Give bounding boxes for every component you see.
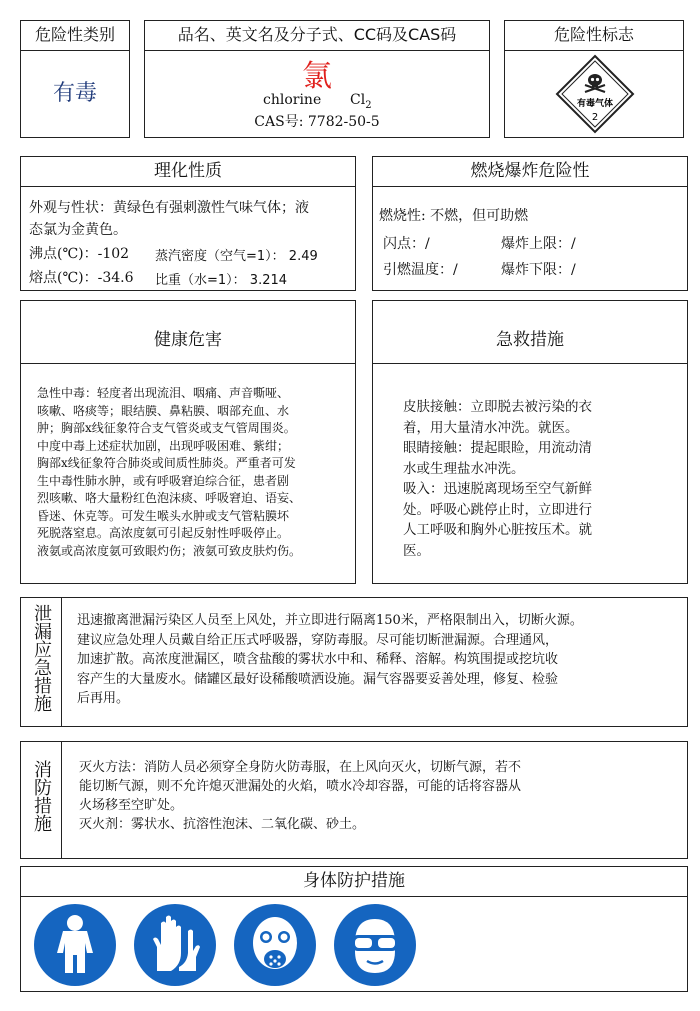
health-divider <box>21 363 355 364</box>
cas-number: CAS号: 7782-50-5 <box>254 114 380 130</box>
ignition-temperature: 引燃温度：/ <box>383 262 458 278</box>
explosion-upper-limit: 爆炸上限：/ <box>501 236 576 252</box>
firefighting-label: 消防措施 <box>31 760 52 832</box>
fire-header: 燃烧爆炸危险性 <box>373 157 687 187</box>
appearance-text: 外观与性状：黄绿色有强刺激性气味气体；液 态氯为金黄色。 <box>29 200 309 238</box>
explosion-lower-limit: 爆炸下限：/ <box>501 262 576 278</box>
specific-gravity: 比重（水=1）： 3.214 <box>155 273 288 288</box>
ppe-header: 身体防护措施 <box>21 867 687 897</box>
hazard-class-box <box>20 20 130 138</box>
first-aid-header: 急救措施 <box>496 330 564 350</box>
physchem-header: 理化性质 <box>21 157 355 187</box>
leak-text: 迅速撤离泄漏污染区人员至上风处，并立即进行隔离150米，严格限制出入，切断火源。 建议应急处理人员戴自给正压式呼吸器，穿防毒服。尽可能切断泄漏源。合理通风， 加速扩散。高浓度泄漏区，喷含盐酸的雾状水中和、稀释、溶解。构筑围提或挖坑收 容产生的大量废水。储罐区最好设稀酸喷洒设施。漏气容器要妥善处理，修复、检验 后再用。 <box>77 613 583 706</box>
flammability: 燃烧性: 不燃，但可助燃 <box>379 208 529 224</box>
boiling-point: 沸点(℃)：-102 <box>29 246 130 262</box>
sign-number: 2 <box>591 112 599 123</box>
firefighting-box <box>20 741 688 859</box>
chemical-name-en: chlorine <box>263 92 322 108</box>
gas-mask-icon <box>233 903 317 987</box>
chemical-formula: $Cl_2$ <box>350 92 372 111</box>
vapor-density: 蒸汽密度（空气=1）： 2.49 <box>155 249 318 264</box>
hazard-class-value: 有毒 <box>52 81 97 106</box>
first-aid-box <box>372 300 688 584</box>
first-aid-text: 皮肤接触：立即脱去被污染的衣 着，用大量清水冲洗。就医。 眼睛接触：提起眼睑，用流动清 水或生理盐水冲洗。 吸入：迅速脱离现场至空气新鲜 处。呼吸心跳停止时，立即进行 人工呼吸和胸外心脏按压术。就 医。 <box>403 399 592 559</box>
health-text: 急性中毒：轻度者出现流泪、咽痛、声音嘶哑、 咳嗽、咯痰等；眼结膜、鼻粘膜、咽部充血、水 肿；胸部x线征象符合支气管炎或支气管周围炎。 中度中毒上述症状加剧，出现呼吸困难、紫绀； 胸部x线征象符合肺炎或间质性肺炎。严重者可发 生中毒性肺水肿，或有呼吸窘迫综合征，患者剧 烈咳嗽、咯大量粉红色泡沫痰、呼吸窘迫、语妄、 昏迷、休克等。可发生喉头水肿或支气管粘膜坏 死脱落窒息。高浓度氨可引起反射性呼吸停止。 液氨或高浓度氨可致眼灼伤；液氨可致皮肤灼伤。 <box>37 386 302 558</box>
toxic-gas-diamond-icon <box>555 54 635 134</box>
health-hazard-box <box>20 300 356 584</box>
flash-point: 闪点：/ <box>383 236 430 252</box>
fire-hazard-box <box>372 156 688 291</box>
chemical-name-cn: 氯 <box>302 59 332 94</box>
chemical-name-box <box>144 20 490 138</box>
sign-text: 有毒气体 <box>576 99 614 109</box>
hazard-class-header: 危险性类别 <box>21 21 129 51</box>
protective-suit-icon <box>33 903 117 987</box>
physchem-box <box>20 156 356 291</box>
leak-measures-box <box>20 597 688 727</box>
sign-header: 危险性标志 <box>505 21 683 51</box>
health-header: 健康危害 <box>154 330 222 350</box>
gloves-icon <box>133 903 217 987</box>
leak-label: 泄漏应急措施 <box>31 604 52 712</box>
ppe-box <box>20 866 688 992</box>
hazard-sign-box <box>504 20 684 138</box>
melting-point: 熔点(℃)：-34.6 <box>29 270 134 286</box>
first-aid-divider <box>373 363 687 364</box>
firefighting-label-cell <box>21 742 62 858</box>
name-header: 品名、英文名及分子式、CC码及CAS码 <box>145 21 489 51</box>
leak-label-cell <box>21 598 62 726</box>
firefighting-text: 灭火方法：消防人员必须穿全身防火防毒服，在上风向灭火，切断气源，若不 能切断气源，则不允许熄灭泄漏处的火焰，喷水冷却容器，可能的话将容器从 火场移至空旷处。 灭火剂：雾状水、抗溶性泡沫、二氧化碳、砂土。 <box>79 760 522 832</box>
safety-goggles-icon <box>333 903 417 987</box>
